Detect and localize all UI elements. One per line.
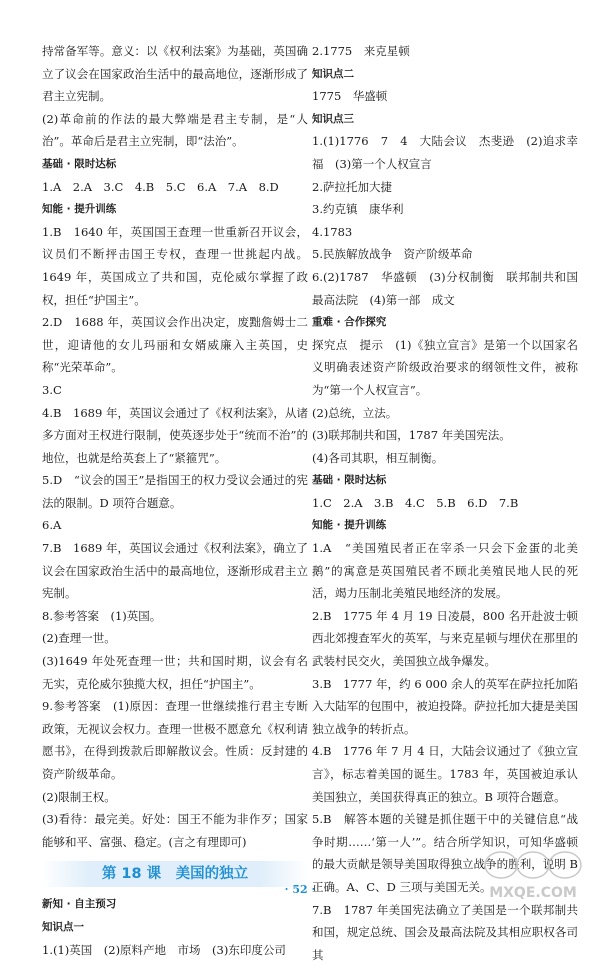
paragraph: 3.C [42, 382, 62, 397]
paragraph: 2.萨拉托加大捷 [312, 179, 392, 194]
paragraph: 2.1775 来克星顿 [312, 44, 410, 58]
paragraph: (2)革命前的作法的最大弊端是君主专制，是“人治”。革命后是君主立宪制，即“法治”。 [42, 111, 308, 149]
paragraph: 6.(2)1787 华盛顿 (3)分权制衡 联邦制共和国 最高法院 (4)第一部 成文 [312, 269, 590, 307]
paragraph: (2)限制王权。 [42, 789, 116, 804]
page-number: · 52 · [284, 883, 316, 896]
paragraph: 2.B 1775 年 4 月 19 日凌晨，800 名开赴波士顿西北郊搜查军火的英军，与来克星顿与埋伏在那里的武装村民交火，美国独立战争爆发。 [312, 608, 578, 669]
paragraph: 6.A [42, 518, 62, 533]
section-heading: 新知 · 自主预习 [42, 898, 117, 911]
paragraph: (3)看待：最完美。好处：国王不能为非作歹；国家能够和平、富强、稳定。(言之有理即可) [42, 812, 308, 849]
right-column [312, 40, 590, 966]
section-heading: 重难 · 合作探究 [312, 316, 387, 329]
section-heading: 基础 · 限时达标 [312, 474, 387, 487]
paragraph: 1.B 1640 年，英国国王查理一世重新召开议会，议员们不断抨击国王专权，查理一世挑起内战。1649 年，英国成立了共和国，克伦威尔掌握了政权，担任“护国主”。 [42, 224, 308, 307]
paragraph: 7.B 1787 年美国宪法确立了美国是一个联邦制共和国，规定总统、国会及最高法院及其相应职权各司其 [312, 902, 578, 962]
answer-line: 1.C 2.A 3.B 4.C 5.B 6.D 7.B [312, 495, 519, 510]
paragraph: 1775 华盛顿 [312, 89, 388, 104]
paragraph: (3)联邦制共和国，1787 年美国宪法。 [312, 428, 511, 443]
paragraph: 4.B 1689 年，英国议会通过了《权利法案》，从诸多方面对王权进行限制，使英逐步处于“统而不治”的地位，也就是给英套上了“紧箍咒”。 [42, 405, 308, 465]
answer-line: 1.A 2.A 3.C 4.B 5.C 6.A 7.A 8.D [42, 179, 279, 194]
paragraph: 4.B 1776 年 7 月 4 日，大陆会议通过了《独立宣言》，标志着美国的诞生。1783 年，英国被迫承认美国独立，美国获得真正的独立。B 项符合题意。 [312, 744, 578, 804]
paragraph: 1.(1)英国 (2)原料产地 市场 (3)东印度公司 [42, 942, 286, 957]
paragraph: (4)各司其职，相互制衡。 [312, 450, 444, 465]
left-column [42, 40, 308, 961]
section-heading: 基础 · 限时达标 [42, 157, 117, 170]
paragraph: 3.B 1777 年，约 6 000 余人的英军在萨拉托加陷入大陆军的包围中，被迫投降。萨拉托加大捷是美国独立战争的转折点。 [312, 676, 578, 736]
section-heading: 知能 · 提升训练 [312, 519, 387, 532]
paragraph: (2)总统，立法。 [312, 405, 398, 420]
paragraph: 1.A “美国殖民者正在宰杀一只会下金蛋的北美鹅”的寓意是英国殖民者不顾北美殖民地人民的死活，竭力压制北美殖民地经济的发展。 [312, 541, 578, 601]
paragraph: 持常备军等。意义：以《权利法案》为基础，英国确立了议会在国家政治生活中的最高地位，逐渐形成了君主立宪制。 [42, 44, 308, 104]
paragraph: 5.D “议会的国王”是指国王的权力受议会通过的宪法的限制。D 项符合题意。 [42, 473, 308, 510]
paragraph: 3.约克镇 康华利 [312, 202, 404, 217]
knowledge-point-heading: 知识点一 [42, 920, 84, 933]
paragraph: 5.民族解放战争 资产阶级革命 [312, 247, 473, 262]
paragraph: 1.(1)1776 7 4 大陆会议 杰斐逊 (2)追求幸福 (3)第一个人权宣言 [312, 134, 578, 171]
paragraph: 5.B 解答本题的关键是抓住题干中的关键信息“战争时期……‘第一人’”。结合所学知识，可知华盛顿的最大贡献是领导美国取得独立战争的胜利，说明 B 正确。A、C、D 三项与美国无关。 [312, 812, 578, 894]
lesson-title: 第 18 课 美国的独立 [42, 861, 308, 887]
watermark-logo [478, 846, 588, 902]
paragraph: (3)1649 年处死查理一世；共和国时期，议会有名无实，克伦威尔独揽大权，担任“护国主”。 [42, 654, 308, 691]
paragraph: 8.参考答案 (1)英国。 [42, 608, 162, 623]
section-heading: 知能 · 提升训练 [42, 203, 117, 216]
paragraph: 4.1783 [312, 224, 353, 239]
knowledge-point-heading: 知识点三 [312, 112, 354, 125]
watermark-text: MXQE.COM [489, 885, 577, 901]
paragraph: 9.参考答案 (1)原因：查理一世继续推行君主专断政策，无视议会权力。查理一世极不愿意允《权利请愿书》，在得到拨款后即解散议会。性质：反封建的资产阶级革命。 [42, 699, 308, 781]
paragraph: 2.D 1688 年，英国议会作出决定，废黜詹姆士二世，迎请他的女儿玛丽和女婿威廉入主英国，史称“光荣革命”。 [42, 315, 308, 375]
knowledge-point-heading: 知识点二 [312, 67, 354, 80]
paragraph: 探究点 提示 (1)《独立宣言》是第一个以国家名义明确表述资产阶级政治要求的纲领性文件，被称为“第一个人权宣言”。 [312, 337, 578, 397]
paragraph: 7.B 1689 年，英国议会通过《权利法案》，确立了议会在国家政治生活中的最高地位，逐渐形成君主立宪制。 [42, 541, 308, 601]
paragraph: (2)查理一世。 [42, 631, 116, 646]
